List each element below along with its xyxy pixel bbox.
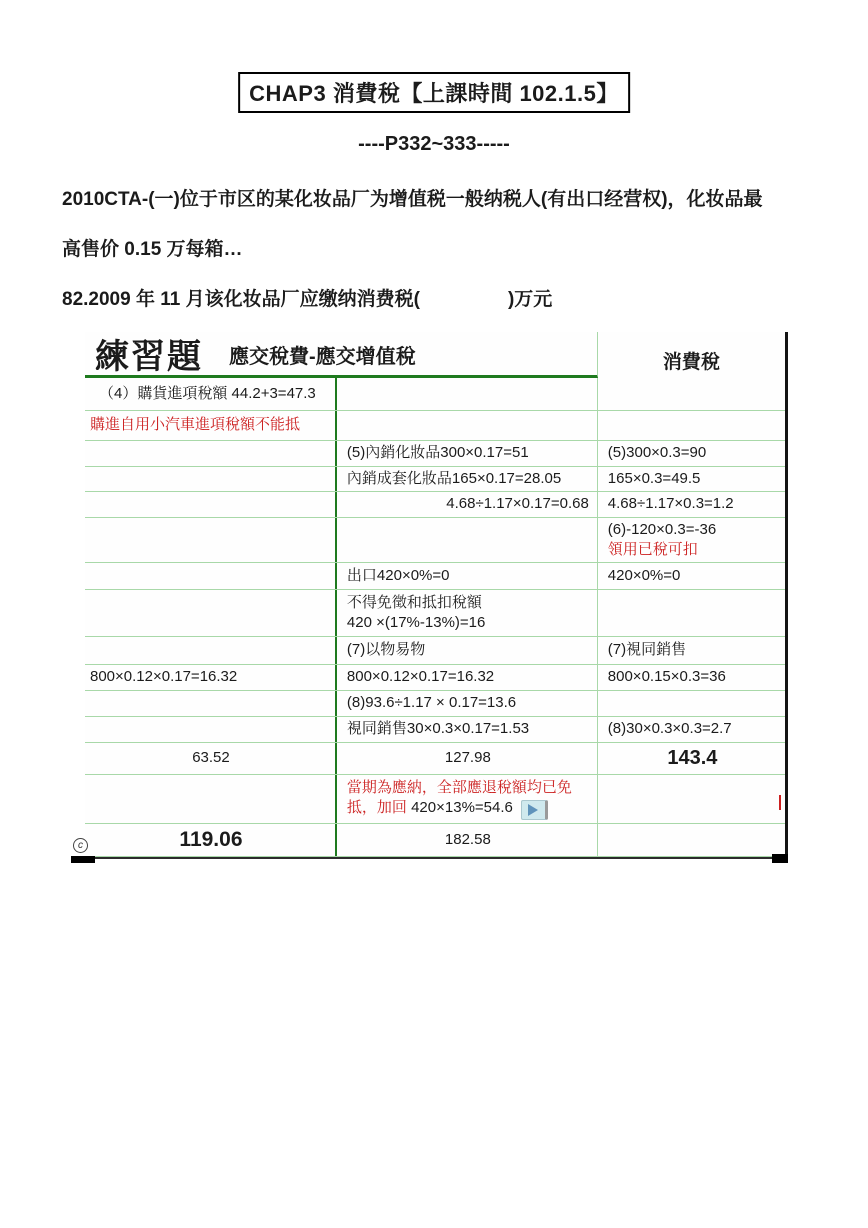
worksheet-title: 練習題 [95, 338, 203, 376]
cell-note: 800×0.12×0.17=16.32 [85, 665, 337, 690]
cell-consumption: 4.68÷1.17×0.3=1.2 [607, 495, 734, 513]
consumption-formula: (6)-120×0.3=-36 [607, 520, 717, 538]
cursor-artifact-icon: c [73, 838, 88, 853]
page-reference: ----P332~333----- [358, 133, 510, 155]
question-suffix: )万元 [507, 289, 553, 310]
vat-formula-line2: 420 ×(17%-13%)=16 [346, 614, 486, 631]
cell-consumption: 420×0%=0 [607, 566, 681, 584]
cell-vat [337, 378, 598, 410]
table-row [85, 691, 785, 717]
cell-vat [337, 518, 598, 563]
cell-vat: (7)以物易物 [337, 637, 598, 664]
subtotal-input-tax: 63.52 [85, 743, 337, 774]
cell-consumption: 800×0.15×0.3=36 [607, 668, 726, 686]
table-row [85, 665, 785, 691]
table-row [85, 492, 785, 517]
table-row [85, 378, 785, 411]
question-prefix: 82.2009 年 11 月该化妆品厂应缴纳消费税( [62, 289, 420, 310]
cell-consumption [598, 518, 785, 563]
consumption-remark: 領用已稅可扣 [607, 540, 698, 558]
bottom-right-corner-mark [772, 854, 788, 863]
table-row-subtotal [85, 743, 785, 775]
question-paragraph-line2: 高售价 0.15 万每箱… [62, 239, 243, 260]
table-row [85, 775, 785, 824]
question-paragraph-line1: 2010CTA-(一)位于市区的某化妆品厂为增值税一般纳税人(有出口经营权)，化妆品最 [62, 189, 763, 210]
worksheet-header [85, 332, 785, 378]
subtotal-vat: 127.98 [337, 743, 598, 774]
cell-consumption: (5)300×0.3=90 [607, 444, 707, 462]
cell-consumption [598, 824, 785, 856]
cell-consumption [598, 590, 785, 636]
column-header-vat: 應交稅費-應交增值稅 [229, 346, 416, 368]
cell-vat: 4.68÷1.17×0.17=0.68 [337, 492, 598, 516]
cell-note [85, 637, 337, 664]
table-row [85, 411, 785, 441]
cell-note [85, 717, 337, 742]
cell-consumption [598, 378, 785, 410]
table-row [85, 563, 785, 590]
cell-consumption [598, 691, 785, 716]
table-row-total [85, 824, 785, 857]
table-row [85, 441, 785, 467]
bottom-left-corner-mark [71, 856, 95, 863]
cell-note [85, 492, 337, 516]
table-row [85, 518, 785, 564]
cell-note [85, 441, 337, 466]
cell-vat [337, 775, 598, 823]
total-input-tax: 119.06 [85, 824, 337, 856]
vat-remark-red: 當期為應納，全部應退稅額均已免抵，加回 [346, 778, 572, 817]
subtotal-consumption-tax: 143.4 [667, 747, 718, 769]
cell-vat: 800×0.12×0.17=16.32 [337, 665, 598, 690]
cell-note [85, 691, 337, 716]
cell-note [85, 563, 337, 589]
total-vat: 182.58 [337, 824, 598, 856]
vat-remark-formula: 420×13%=54.6 [411, 799, 513, 817]
cell-consumption: (7)視同銷售 [607, 641, 687, 659]
question-line [62, 284, 842, 311]
cell-vat: (5)內銷化妝品300×0.17=51 [337, 441, 598, 466]
table-row [85, 637, 785, 665]
cell-vat: 內銷成套化妝品165×0.17=28.05 [337, 467, 598, 491]
cell-consumption [598, 411, 785, 440]
cell-note [85, 518, 337, 563]
vat-formula-line1: 不得免徵和抵扣稅額 [346, 593, 482, 611]
cell-consumption: 165×0.3=49.5 [607, 470, 701, 487]
cell-consumption [598, 775, 785, 823]
cell-note: 購進自用小汽車進項稅額不能抵 [85, 411, 337, 440]
cell-vat [337, 590, 598, 636]
red-edge-mark [779, 795, 781, 810]
table-row [85, 717, 785, 743]
worksheet-table [78, 332, 788, 859]
play-triangle-icon [528, 804, 538, 816]
cell-note: （4）購貨進項稅額 44.2+3=47.3 [85, 378, 337, 410]
worksheet-header-left [85, 332, 598, 378]
cell-vat [337, 411, 598, 440]
cell-note [85, 467, 337, 491]
page-title: CHAP3 消費稅【上課時間 102.1.5】 [238, 72, 630, 113]
table-row [85, 467, 785, 492]
column-header-consumption-tax: 消費稅 [662, 352, 720, 373]
play-button-icon[interactable] [521, 800, 548, 820]
cell-note [85, 775, 337, 823]
cell-consumption: (8)30×0.3×0.3=2.7 [607, 720, 732, 738]
cell-note [85, 590, 337, 636]
cell-vat: (8)93.6÷1.17 × 0.17=13.6 [337, 691, 598, 716]
cell-vat: 視同銷售30×0.3×0.17=1.53 [337, 717, 598, 742]
table-row [85, 590, 785, 637]
cell-vat: 出口420×0%=0 [337, 563, 598, 589]
